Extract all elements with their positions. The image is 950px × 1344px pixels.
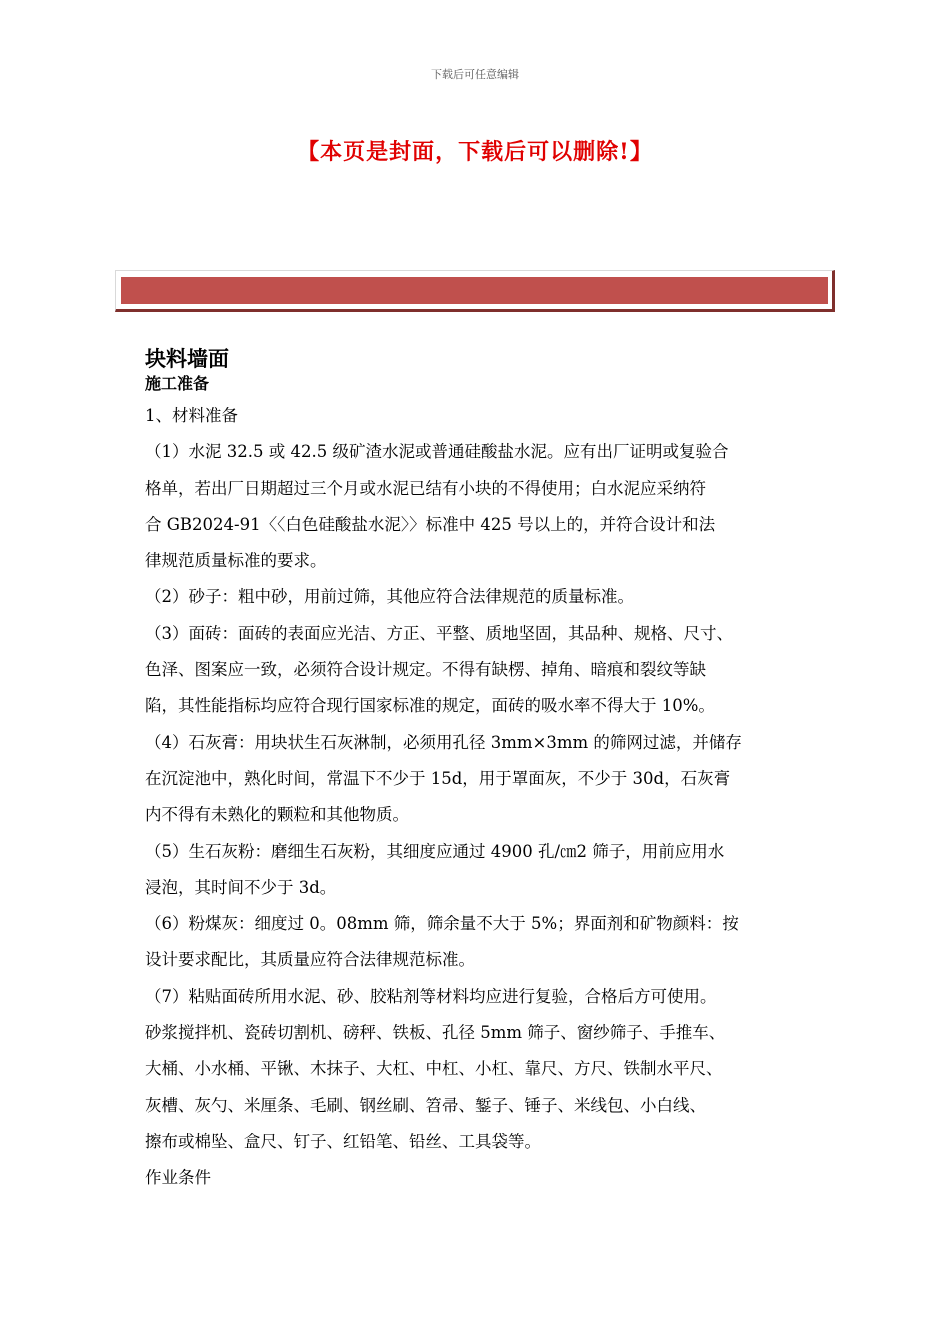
text-line: 作业条件 <box>145 1168 211 1188</box>
document-title: 块料墙面 <box>145 347 229 371</box>
cover-notice: 【本页是封面，下载后可以删除!】 <box>297 139 653 165</box>
text-line: 浸泡，其时间不少于 3d。 <box>145 877 337 897</box>
section-heading: 施工准备 <box>145 374 210 393</box>
text-line: 陷，其性能指标均应符合现行国家标准的规定，面砖的吸水率不得大于 10%。 <box>145 696 715 716</box>
text-line: （4）石灰膏：用块状生石灰淋制，必须用孔径 3mm×3mm 的筛网过滤，并储存 <box>145 732 742 752</box>
header-note: 下载后可任意编辑 <box>431 68 519 81</box>
decorative-banner <box>115 270 835 312</box>
text-line: （5）生石灰粉：磨细生石灰粉，其细度应通过 4900 孔/㎝2 筛子，用前应用水 <box>145 841 725 861</box>
text-line: （2）砂子：粗中砂，用前过筛，其他应符合法律规范的质量标准。 <box>145 587 634 607</box>
text-line: 内不得有未熟化的颗粒和其他物质。 <box>145 805 409 825</box>
text-line: 律规范质量标准的要求。 <box>145 551 327 571</box>
banner-bar <box>121 277 828 304</box>
text-line: 在沉淀池中，熟化时间，常温下不少于 15d，用于罩面灰，不少于 30d，石灰膏 <box>145 768 731 788</box>
paragraph-list <box>145 398 825 1197</box>
text-line: （3）面砖：面砖的表面应光洁、方正、平整、质地坚固，其品种、规格、尺寸、 <box>145 623 733 643</box>
text-line: 合 GB2024-91〈〈白色硅酸盐水泥〉〉标准中 425 号以上的，并符合设计和法 <box>145 514 716 534</box>
text-line: 色泽、图案应一致，必须符合设计规定。不得有缺楞、掉角、暗痕和裂纹等缺 <box>145 660 706 680</box>
text-line: （7）粘贴面砖所用水泥、砂、胶粘剂等材料均应进行复验，合格后方可使用。 <box>145 986 717 1006</box>
text-line: 砂浆搅拌机、瓷砖切割机、磅秤、铁板、孔径 5mm 筛子、窗纱筛子、手推车、 <box>145 1023 726 1043</box>
text-line: （1）水泥 32.5 或 42.5 级矿渣水泥或普通硅酸盐水泥。应有出厂证明或复验合 <box>145 442 729 462</box>
document-body <box>145 346 825 1197</box>
text-line: 1、材料准备 <box>145 406 238 425</box>
text-line: 大桶、小水桶、平锹、木抹子、大杠、中杠、小杠、靠尺、方尺、铁制水平尺、 <box>145 1059 723 1079</box>
text-line: 设计要求配比，其质量应符合法律规范标准。 <box>145 950 475 970</box>
text-line: （6）粉煤灰：细度过 0。08mm 筛，筛余量不大于 5%；界面剂和矿物颜料：按 <box>145 914 739 934</box>
text-line: 擦布或棉坠、盒尺、钉子、红铅笔、铅丝、工具袋等。 <box>145 1131 541 1151</box>
text-line: 格单，若出厂日期超过三个月或水泥已结有小块的不得使用；白水泥应采纳符 <box>145 478 706 498</box>
text-line: 灰槽、灰勺、米厘条、毛刷、钢丝刷、笤帚、錾子、锤子、米线包、小白线、 <box>145 1095 706 1115</box>
